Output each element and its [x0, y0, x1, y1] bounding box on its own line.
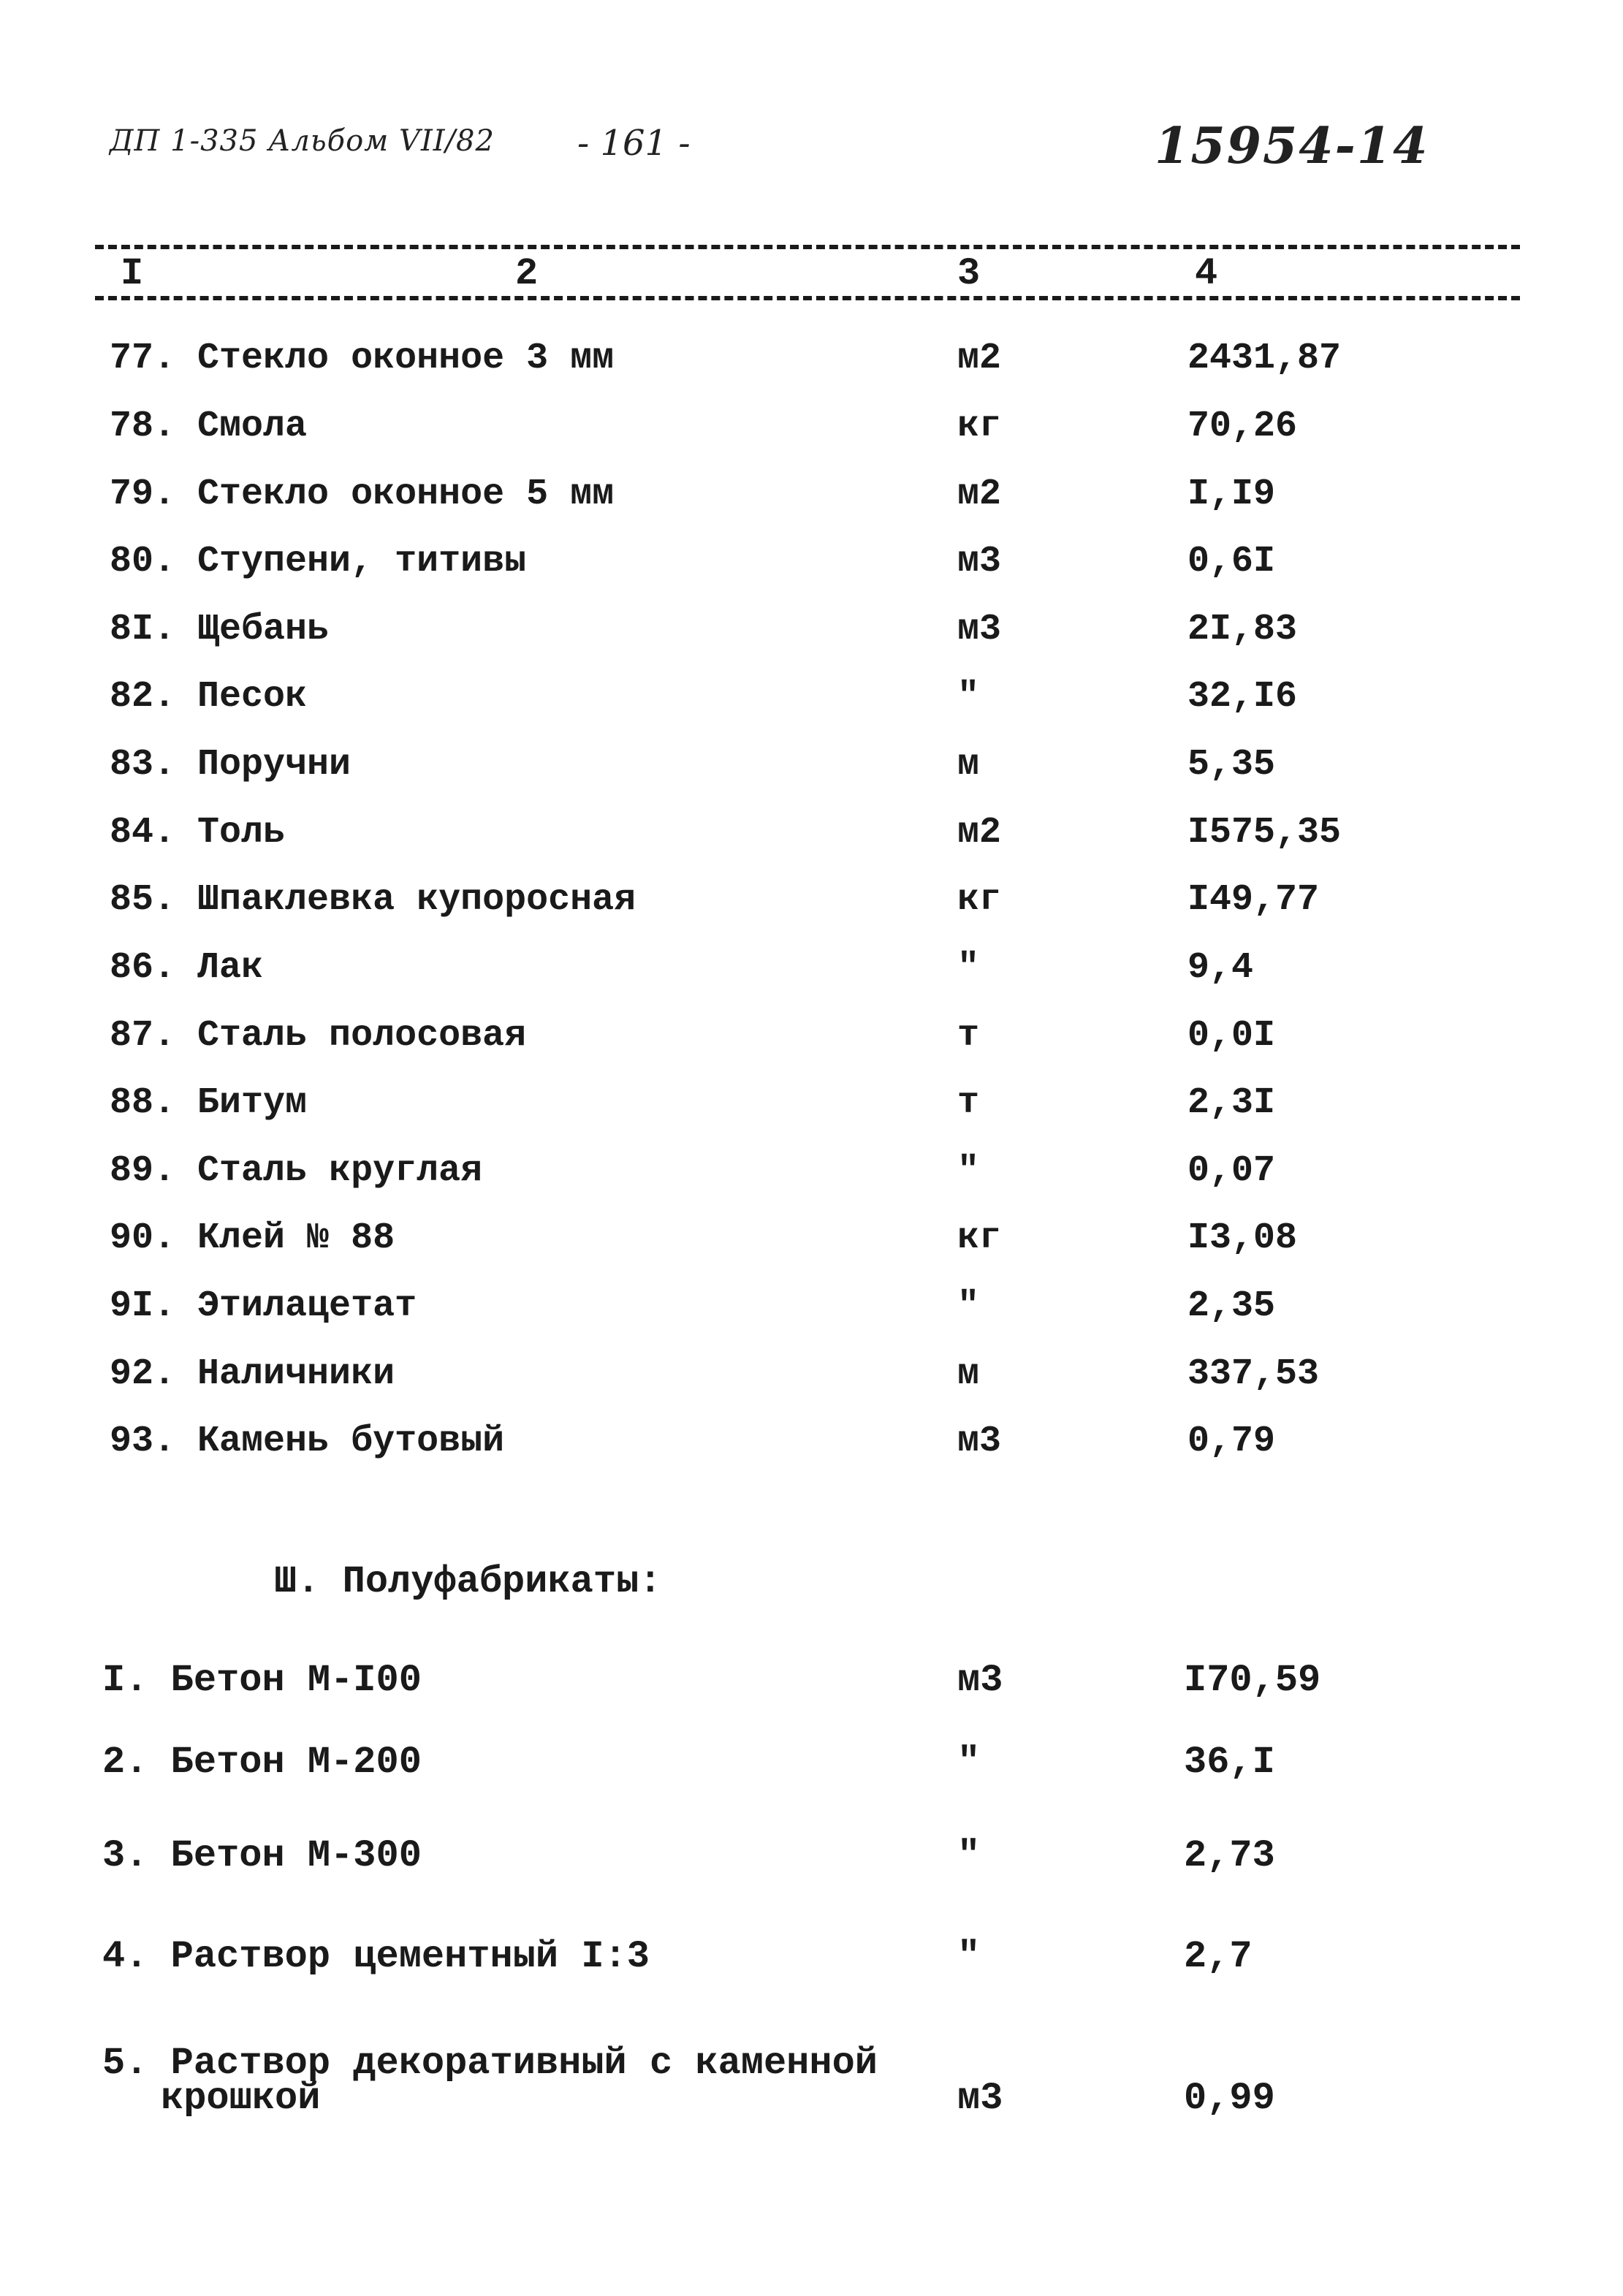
handwritten-album-reference: ДП 1-335 Альбом VII/82 — [110, 124, 495, 158]
row-value: I3,08 — [1187, 1217, 1298, 1259]
row-unit: м3 — [957, 1659, 1003, 1702]
row-value: 337,53 — [1187, 1353, 1320, 1395]
table-row — [0, 1082, 1623, 1141]
row-name: 78. Смола — [110, 406, 308, 447]
row-unit: кг — [957, 406, 1002, 447]
document-number: 15954-14 — [1155, 117, 1429, 175]
row-value: 32,I6 — [1187, 676, 1298, 718]
row-name: I. Бетон М-I00 — [102, 1659, 422, 1702]
row-unit: м3 — [957, 609, 1002, 650]
table-row — [0, 1217, 1623, 1276]
row-name: 92. Наличники — [110, 1353, 395, 1395]
row-value: 0,99 — [1184, 2077, 1275, 2120]
row-name: 82. Песок — [110, 676, 308, 718]
row-unit: " — [957, 1741, 981, 1784]
row-value: 0,79 — [1187, 1421, 1276, 1462]
row-unit: м2 — [957, 338, 1002, 379]
row-name: 9I. Этилацетат — [110, 1285, 417, 1327]
row-name: 90. Клей № 88 — [110, 1217, 395, 1259]
row-name: 89. Сталь круглая — [110, 1150, 483, 1192]
row-value: 2,35 — [1187, 1285, 1276, 1327]
row-name: 80. Ступени, титивы — [110, 541, 527, 582]
row-value: 0,6I — [1187, 541, 1276, 582]
row-name: 79. Стекло оконное 5 мм — [110, 474, 615, 515]
table-row — [0, 1353, 1623, 1412]
table-row — [0, 338, 1623, 396]
row-name: 88. Битум — [110, 1082, 308, 1124]
table-row — [0, 1421, 1623, 1479]
row-value: 5,35 — [1187, 744, 1276, 786]
row-value: 2,7 — [1184, 1935, 1253, 1978]
row-name: 86. Лак — [110, 947, 264, 989]
row-name: 2. Бетон М-200 — [102, 1741, 422, 1784]
column-header-4: 4 — [1195, 252, 1218, 295]
row-unit: кг — [957, 879, 1002, 921]
row-value: I575,35 — [1187, 812, 1342, 854]
row-value: 0,07 — [1187, 1150, 1276, 1192]
row-unit: м3 — [957, 541, 1002, 582]
row-unit: кг — [957, 1217, 1002, 1259]
row-unit: т — [957, 1082, 980, 1124]
table-row — [0, 609, 1623, 667]
row-name: 5. Раствор декоративный с каменной крошкой — [102, 2042, 878, 2120]
row-unit: " — [957, 1834, 981, 1877]
row-value: 2I,83 — [1187, 609, 1298, 650]
row-unit: м2 — [957, 812, 1002, 854]
row-value: 2,73 — [1184, 1834, 1275, 1877]
table-row — [0, 1015, 1623, 1073]
table-row — [0, 1285, 1623, 1344]
row-value: 0,0I — [1187, 1015, 1276, 1057]
row-unit: " — [957, 1285, 980, 1327]
row-value: 2,3I — [1187, 1082, 1276, 1124]
row-name: 8I. Щебань — [110, 609, 330, 650]
row-name: 4. Раствор цементный I:3 — [102, 1935, 650, 1978]
row-name: 87. Сталь полосовая — [110, 1015, 527, 1057]
table-row — [0, 676, 1623, 734]
row-name: 83. Поручни — [110, 744, 351, 786]
row-name: 3. Бетон М-300 — [102, 1834, 422, 1877]
column-header-3: 3 — [957, 252, 981, 295]
table-header-bottom-rule — [95, 296, 1520, 300]
row-value: 36,I — [1184, 1741, 1275, 1784]
row-unit: м2 — [957, 474, 1002, 515]
page-number: - 161 - — [577, 123, 691, 164]
row-name: 85. Шпаклевка купоросная — [110, 879, 636, 921]
table-row — [0, 541, 1623, 599]
row-unit: " — [957, 1150, 980, 1192]
row-unit: м3 — [957, 1421, 1002, 1462]
table-row — [0, 947, 1623, 1006]
row-unit: м3 — [957, 2077, 1003, 2120]
column-header-1: I — [121, 252, 144, 295]
table-header-top-rule — [95, 245, 1520, 249]
table-row — [0, 879, 1623, 938]
row-name: 77. Стекло оконное 3 мм — [110, 338, 615, 379]
row-value: I70,59 — [1184, 1659, 1321, 1702]
table-row — [0, 474, 1623, 532]
row-name: 93. Камень бутовый — [110, 1421, 505, 1462]
row-unit: т — [957, 1015, 980, 1057]
row-unit: м — [957, 1353, 980, 1395]
column-header-2: 2 — [515, 252, 539, 295]
table-row — [0, 406, 1623, 464]
table-row — [0, 1150, 1623, 1209]
row-unit: " — [957, 676, 980, 718]
row-unit: " — [957, 1935, 981, 1978]
table-row — [0, 744, 1623, 802]
row-unit: м — [957, 744, 980, 786]
row-value: 2431,87 — [1187, 338, 1342, 379]
row-name: 84. Толь — [110, 812, 286, 854]
row-value: 9,4 — [1187, 947, 1254, 989]
row-value: I49,77 — [1187, 879, 1320, 921]
table-row — [0, 812, 1623, 870]
row-value: 70,26 — [1187, 406, 1298, 447]
row-value: I,I9 — [1187, 474, 1276, 515]
section-title: Ш. Полуфабрикаты: — [274, 1560, 662, 1603]
row-unit: " — [957, 947, 980, 989]
